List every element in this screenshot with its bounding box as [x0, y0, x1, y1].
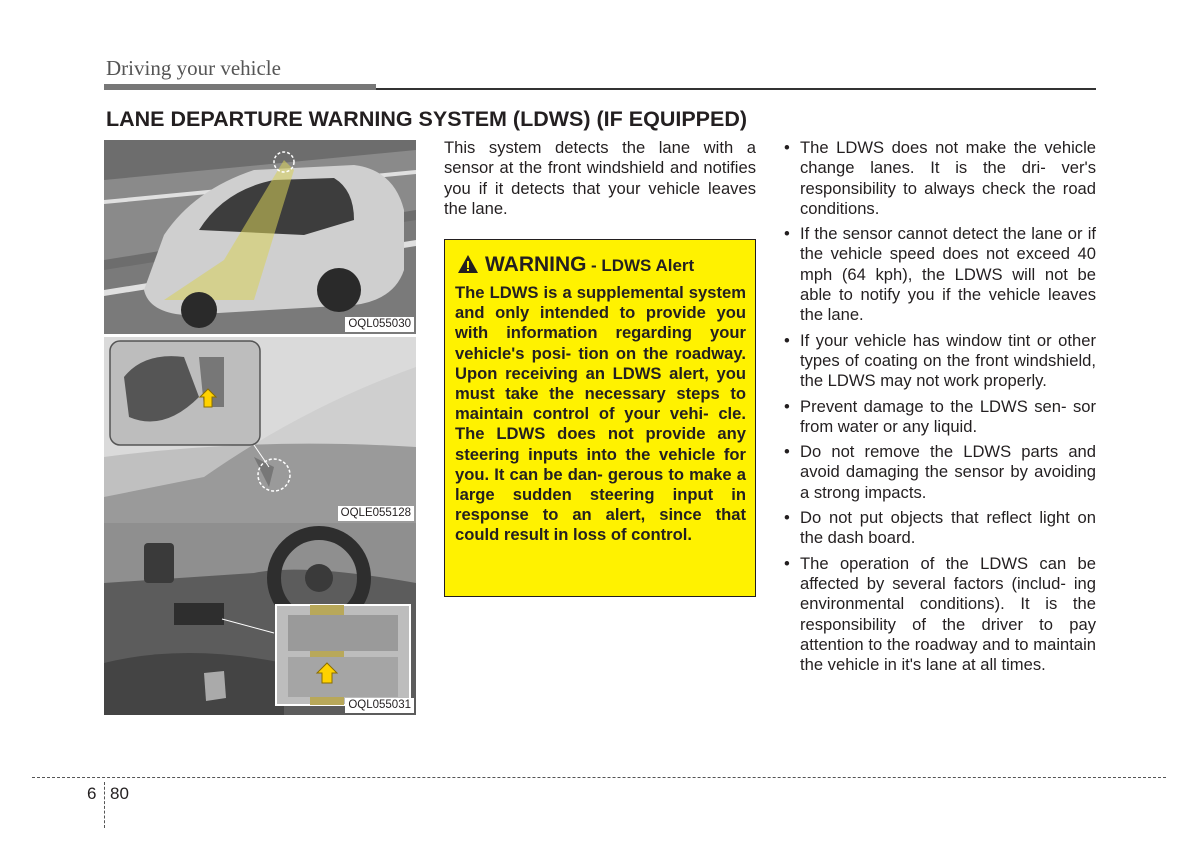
intro-paragraph: This system detects the lane with a sensor at the front windshield and notifies you if it detects that your vehicle leaves the lane.	[444, 138, 756, 218]
header-rule-thin	[376, 88, 1096, 90]
car-illustration	[104, 140, 416, 334]
header-rule-thick	[104, 84, 376, 90]
sensor-illustration	[104, 337, 416, 523]
figure-code: OQLE055128	[338, 506, 414, 521]
figure-sensor-location	[104, 337, 416, 523]
footer-divider	[104, 782, 105, 828]
list-item: • The operation of the LDWS can be affected by several factors (includ- ing environmental conditions). It is the responsibility of the driver to pay attention to the roadway and to maintain the vehicle in it's lane at all times.	[784, 553, 1096, 675]
warning-label: WARNING	[485, 253, 587, 276]
chapter-number: 6	[87, 784, 97, 803]
figure-code: OQL055030	[345, 317, 414, 332]
footer-rule	[32, 777, 1166, 778]
list-item: • Prevent damage to the LDWS sen- sor from water or any liquid.	[784, 396, 1096, 436]
warning-box	[444, 239, 756, 597]
list-item: • If your vehicle has window tint or other types of coating on the front windshield, the LDWS may not work properly.	[784, 330, 1096, 391]
list-item: • Do not remove the LDWS parts and avoid damaging the sensor by avoiding a strong impacts.	[784, 442, 1096, 502]
warning-subtitle: - LDWS Alert	[590, 256, 695, 275]
warning-text: The LDWS is a supplemental system and only intended to provide you with information regarding your vehicle's posi- tion on the roadway. Upon receiving an LDWS alert, you must take the necessary steps to maintain control of your vehi- cle. The LDWS does not provide any steering inputs into the vehicle for you. It can be dan- gerous to make a large sudden steering input in response to an alert, since that could result in loss of control.	[455, 283, 746, 545]
page-number: 80	[110, 784, 129, 803]
warning-triangle-icon	[457, 254, 479, 279]
figure-ldws-switch	[104, 523, 416, 715]
figure-car-sensor	[104, 140, 416, 334]
page-title: LANE DEPARTURE WARNING SYSTEM (LDWS) (IF EQUIPPED)	[106, 107, 748, 131]
switch-illustration	[104, 523, 416, 715]
figure-code: OQL055031	[345, 698, 414, 713]
list-item: • Do not put objects that reflect light on the dash board.	[784, 508, 1096, 548]
bullet-list	[784, 138, 1096, 680]
warning-heading	[457, 253, 694, 279]
list-item: • The LDWS does not make the vehicle change lanes. It is the dri- ver's responsibility to always check the road conditions.	[784, 138, 1096, 218]
list-item: • If the sensor cannot detect the lane or if the vehicle speed does not exceed 40 mph (64 kph), the LDWS will not be able to notify you if the vehicle leaves the lane.	[784, 224, 1096, 325]
section-header: Driving your vehicle	[106, 56, 281, 80]
